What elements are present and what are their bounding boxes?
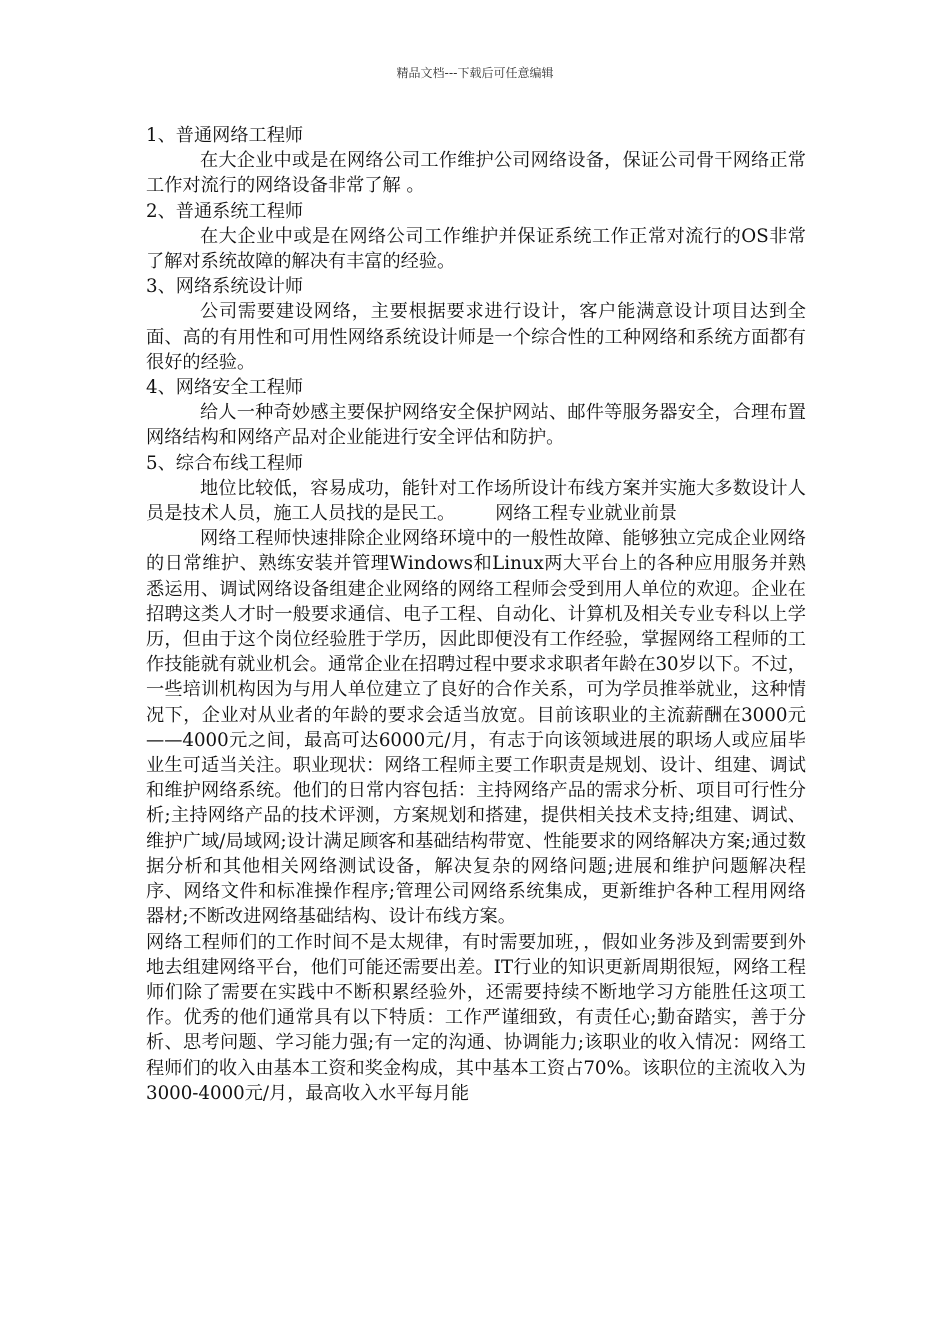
page-header: 精品文档---下载后可任意编辑 <box>396 66 554 80</box>
main-paragraph: 网络工程师快速排除企业网络环境中的一般性故障、能够独立完成企业网络的日常维护、熟练安装并管理Windows和Linux两大平台上的各种应用服务并熟悉运用、调试网络设备组建企业网络的网络工程师会受到用人单位的欢迎。企业在招聘这类人才时一般要求通信、电子工程、自动化、计算机及相关专业专科以上学历，但由于这个岗位经验胜于学历，因此即便没有工作经验，掌握网络工程师的工作技能就有就业机会。通常企业在招聘过程中要求求职者年龄在30岁以下。不过，一些培训机构因为与用人单位建立了良好的合作关系，可为学员推举就业，这种情况下，企业对从业者的年龄的要求会适当放宽。目前该职业的主流薪酬在3000元——4000元之间，最高可达6000元/月，有志于向该领域进展的职场人或应届毕业生可适当关注。职业现状：网络工程师主要工作职责是规划、设计、组建、调试和维护网络系统。他们的日常内容包括：主持网络产品的需求分析、项目可行性分析;主持网络产品的技术评测，方案规划和搭建，提供相关技术支持;组建、调试、维护广域/局域网;设计满足顾客和基础结构带宽、性能要求的网络解决方案;通过数据分析和其他相关网络测试设备，解决复杂的网络问题;进展和维护问题解决程序、网络文件和标准操作程序;管理公司网络系统集成，更新维护各种工程用网络器材;不断改进网络基础结构、设计布线方案。 <box>146 528 806 928</box>
section-body-2: 在大企业中或是在网络公司工作维护并保证系统工作正常对流行的OS非常了解对系统故障的解决有丰富的经验。 <box>146 225 806 273</box>
section-body-5 <box>146 476 806 526</box>
closing-paragraph: 网络工程师们的工作时间不是太规律，有时需要加班，，假如业务涉及到需要到外地去组建网络平台，他们可能还需要出差。IT行业的知识更新周期很短，网络工程师们除了需要在实践中不断积累经验外，还需要持续不断地学习方能胜任这项工作。优秀的他们通常具有以下特质：工作严谨细致，有责任心;勤奋踏实，善于分析、思考问题、学习能力强;有一定的沟通、协调能力;该职业的收入情况：网络工程师们的收入由基本工资和奖金构成，其中基本工资占70%。该职位的主流收入为3000-4000元/月，最高收入水平每月能 <box>146 931 806 1104</box>
section-body-3: 公司需要建设网络，主要根据要求进行设计，客户能满意设计项目达到全面、高的有用性和可用性网络系统设计师是一个综合性的工种网络和系统方面都有很好的经验。 <box>146 301 806 373</box>
section-heading-2: 2、普通系统工程师 <box>146 200 304 222</box>
employment-outlook-title: 网络工程专业就业前景 <box>495 503 678 525</box>
section-body-5-text: 地位比较低，容易成功，能针对工作场所设计布线方案并实施大多数设计人员是技术人员，施工人员找的是民工。 <box>146 477 806 525</box>
section-heading-5: 5、综合布线工程师 <box>146 452 304 474</box>
section-body-4: 给人一种奇妙感主要保护网络安全保护网站、邮件等服务器安全，合理布置网络结构和网络产品对企业能进行安全评估和防护。 <box>146 402 806 449</box>
section-body-1: 在大企业中或是在网络公司工作维护公司网络设备，保证公司骨干网络正常工作对流行的网络设备非常了解 。 <box>146 150 806 197</box>
section-heading-1: 1、普通网络工程师 <box>146 125 304 146</box>
document-body <box>146 123 806 1106</box>
section-heading-3: 3、网络系统设计师 <box>146 276 304 298</box>
section-heading-4: 4、网络安全工程师 <box>146 377 304 399</box>
